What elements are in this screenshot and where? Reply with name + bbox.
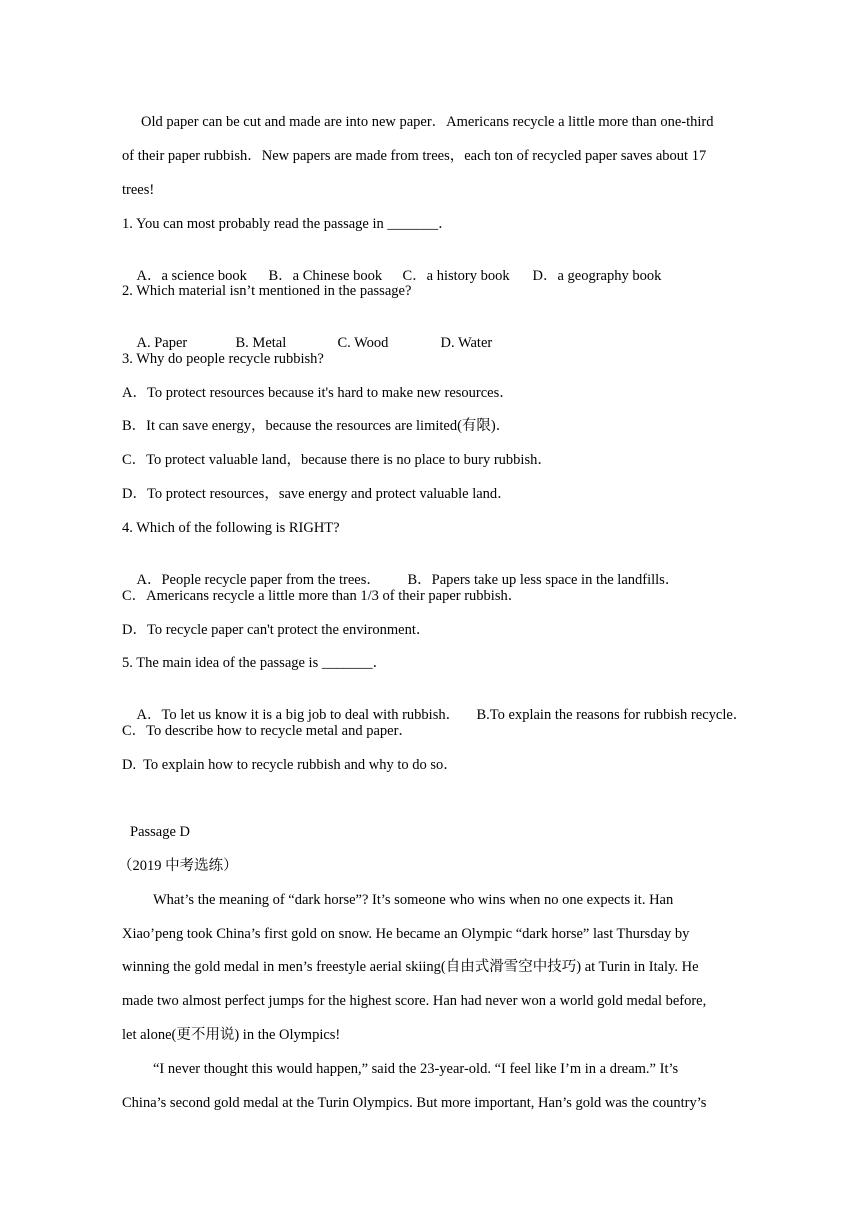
q3-option-a: A．To protect resources because it's hard to make new resources． bbox=[122, 385, 514, 401]
question-4-stem: 4. Which of the following is RIGHT? bbox=[122, 520, 340, 536]
q3-option-d: D．To protect resources，save energy and protect valuable land． bbox=[122, 486, 512, 502]
q1-option-a: A．a science book bbox=[136, 268, 247, 284]
passage-d-line-2: Xiao’peng took China’s first gold on snow. He became an Olympic “dark horse” last Thursday by bbox=[122, 926, 690, 942]
q3-option-c: C．To protect valuable land，because there is no place to bury rubbish． bbox=[122, 452, 552, 468]
q1-option-d: D．a geography book bbox=[532, 268, 662, 284]
q2-option-c: C. Wood bbox=[337, 335, 389, 351]
passage-d-line-3: winning the gold medal in men’s freestyle aerial skiing(自由式滑雪空中技巧) at Turin in Italy. He bbox=[122, 959, 699, 975]
question-3-stem: 3. Why do people recycle rubbish? bbox=[122, 351, 324, 367]
q5-option-a: A．To let us know it is a big job to deal with rubbish． bbox=[136, 707, 461, 723]
passage-d-line-4: made two almost perfect jumps for the highest score. Han had never won a world gold medal before, bbox=[122, 993, 707, 1009]
q5-option-d: D. To explain how to recycle rubbish and why to do so． bbox=[122, 757, 458, 773]
q3-option-b: B．It can save energy，because the resources are limited(有限)． bbox=[122, 418, 511, 434]
passage-d-line-1: What’s the meaning of “dark horse”? It’s someone who wins when no one expects it. Han bbox=[153, 892, 674, 908]
question-2-stem: 2. Which material isn’t mentioned in the passage? bbox=[122, 283, 412, 299]
passage-d-title: Passage D bbox=[130, 824, 191, 840]
passage-c-line-2: of their paper rubbish．New papers are made from trees，each ton of recycled paper saves about 17 bbox=[122, 148, 707, 164]
passage-c-line-3: trees! bbox=[122, 182, 155, 198]
q1-option-b: B．a Chinese book bbox=[268, 268, 383, 284]
passage-d-line-5: let alone(更不用说) in the Olympics! bbox=[122, 1027, 341, 1043]
question-5-stem: 5. The main idea of the passage is _______． bbox=[122, 655, 388, 671]
q1-option-c: C．a history book bbox=[402, 268, 510, 284]
q2-option-b: B. Metal bbox=[235, 335, 287, 351]
passage-d-line-6: “I never thought this would happen,” said the 23-year-old. “I feel like I’m in a dream.” It’s bbox=[153, 1061, 679, 1077]
q2-option-a: A. Paper bbox=[136, 335, 188, 351]
q4-option-d: D．To recycle paper can't protect the environment． bbox=[122, 622, 431, 638]
passage-d-line-7: China’s second gold medal at the Turin Olympics. But more important, Han’s gold was the country’s bbox=[122, 1095, 707, 1111]
passage-d-source: （2019 中考选练） bbox=[118, 858, 238, 874]
q2-option-d: D. Water bbox=[440, 335, 493, 351]
q5-option-c: C．To describe how to recycle metal and paper． bbox=[122, 723, 413, 739]
question-1-stem: 1. You can most probably read the passage in _______． bbox=[122, 216, 453, 232]
passage-c-line-1: Old paper can be cut and made are into new paper．Americans recycle a little more than one-third bbox=[141, 114, 714, 130]
q5-option-b: B.To explain the reasons for rubbish recycle． bbox=[476, 707, 748, 723]
q4-option-a: A．People recycle paper from the trees． bbox=[136, 572, 381, 588]
q4-option-c: C．Americans recycle a little more than 1/3 of their paper rubbish． bbox=[122, 588, 523, 604]
q4-option-b: B．Papers take up less space in the landfills． bbox=[407, 572, 680, 588]
